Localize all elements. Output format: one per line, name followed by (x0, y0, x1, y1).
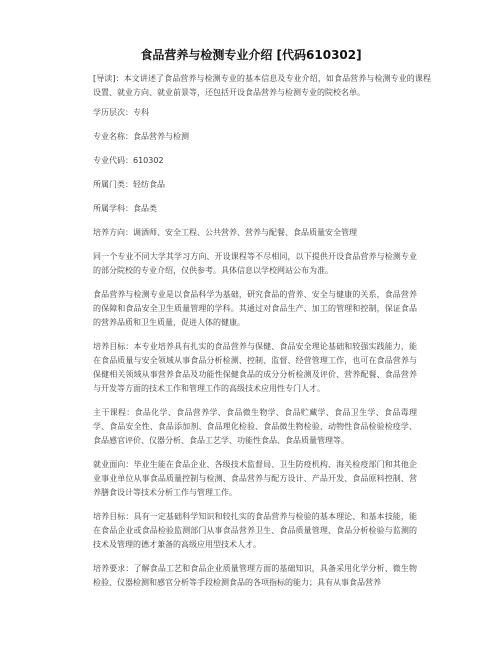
paragraph-training-requirements: 培养要求：了解食品工艺和食品企业质量管理方面的基础知识，具备采用化学分析、微生物检验、仪器检测和感官分析等手段检测食品的各项指标的能力；具有从事食品营养 (93, 564, 417, 587)
document-body (93, 72, 431, 600)
paragraph-employment: 就业面向：毕业生能在食品企业、各级技术监督局、卫生防疫机构、海关检疫部门和其他企业事业单位从事食品质量控制与检测、食品营养与配方设计、产品开发、食品原料控制、营养膳食设计等技术分析工作与管理工作。 (93, 460, 417, 497)
field-category: 所属门类：轻纺食品 (93, 180, 165, 189)
field-education-level: 学历层次：专科 (93, 108, 149, 117)
document-title: 食品营养与检测专业介绍 [代码610302] (140, 48, 362, 62)
paragraph-notice: 同一个专业不同大学其学习方向、开设课程等不尽相同，以下提供开设食品营养与检测专业的部分院校的专业介绍，仅供参考。具体信息以学校网站公布为准。 (93, 252, 417, 275)
field-training-direction: 培养方向：调酒师、安全工程、公共营养、营养与配餐、食品质量安全管理 (93, 228, 357, 237)
paragraph-training-goal: 培养目标：本专业培养具有扎实的食品营养与保健、食品安全理论基础和较强实践能力，能在食品质量与安全领域从事食品分析检测、控制、监督、经营管理工作，也可在食品营养与保健相关领域从事营养食品及功能性保健食品的成分分析检测及评价、营养配餐、食品营养与开发等方面的技术工作和管理工作的高级技术应用性专门人才。 (93, 342, 417, 393)
field-major-name: 专业名称：食品营养与检测 (93, 132, 189, 141)
paragraph-training-goal-2: 培养目标：具有一定基础科学知识和较扎实的食品营养与检验的基本理论、和基本技能，能在食品企业或食品检验监测部门从事食品营养卫生、食品质量管理、食品分析检验与监测的技术及管理的德才兼备的高级应用型技术人才。 (93, 512, 417, 549)
intro-paragraph: [导读]：本文讲述了食品营养与检测专业的基本信息及专业介绍，如食品营养与检测专业的课程设置、就业方向、就业前景等，还包括开设食品营养与检测专业的院校名单。 (93, 74, 431, 97)
paragraph-overview: 食品营养与检测专业是以食品科学为基础，研究食品的营养、安全与健康的关系，食品营养的保障和食品安全卫生质量管理的学科。其通过对食品生产、加工的管理和控制，保证食品的营养品质和卫生质量，促进人体的健康。 (93, 290, 417, 327)
field-major-code: 专业代码：610302 (93, 156, 164, 165)
field-discipline: 所属学科：食品类 (93, 204, 157, 213)
paragraph-main-courses: 主干课程：食品化学、食品营养学、食品微生物学、食品贮藏学、食品卫生学、食品毒理学、食品安全性、食品添加剂、食品理化检验、食品微生物检验、动物性食品检验检疫学、食品感官评价、仪器分析、食品工艺学、功能性食品、食品质量管理等。 (93, 408, 417, 445)
